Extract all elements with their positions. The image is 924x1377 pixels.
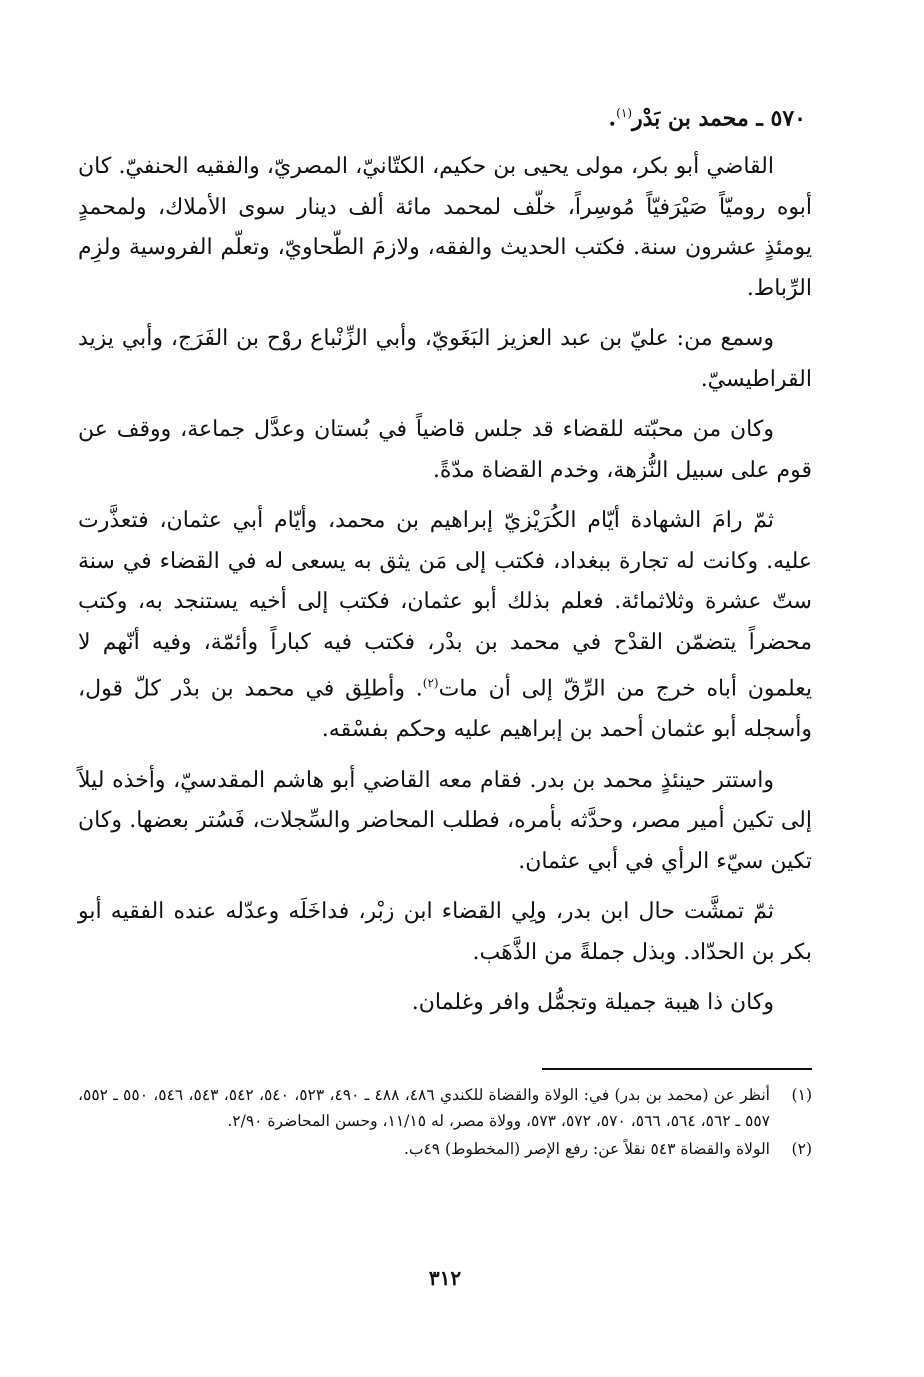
paragraph-biography: القاضي أبو بكر، مولى يحيى بن حكيم، الكتّانيّ، المصريّ، والفقيه الحنفيّ. كان أبوه روميّاً صَيْرَفيّاً مُوسِراً، خلّف لمحمد مائة ألف دينار سوى الأملاك، ولمحمدٍ يومئذٍ عشرون سنة. فكتب الحديث والفقه، ولازمَ الطّحاويّ، وتعلّم الفروسية ولزِم الرِّباط. [78,154,812,301]
paragraph-testimony [78,501,812,750]
footnote-1-number: (١) [791,1086,812,1104]
footnote-1-text: أنظر عن (محمد بن بدر) في: الولاة والقضاة للكندي ٤٨٦، ٤٨٨ ـ ٤٩٠، ٥٢٣، ٥٤٠، ٥٤٢، ٥٤٣، ٥٤٦، ٥٥٠ ـ ٥٥٢، ٥٥٧ ـ ٥٦٢، ٥٦٤، ٥٦٦، ٥٧٠، ٥٧٢، ٥٧٣، وولاة مصر، له ١١/١٥، وحسن المحاضرة ٢/٩٠. [78,1086,770,1130]
footnote-2 [78,1136,812,1162]
paragraph-ibn-zabr: ثمّ تمشَّت حال ابن بدر، ولِي القضاء ابن زبْر، فداخَلَه وعدّله عنده الفقيه أبو بكر بن الحدّاد. وبذل جملةً من الذَّهَب. [78,899,812,965]
footnote-1 [78,1082,812,1134]
paragraph-appearance: وكان ذا هيبة جميلة وتجمُّل وافر وغلمان. [411,990,774,1016]
paragraph-teachers: وسمع من: عليّ بن عبد العزيز البَغَويّ، وأبي الزِّنْباع روْح بن الفَرَج، وأبي يزيد القراطيسيّ. [78,326,812,392]
footnote-ref-2[interactable]: (٢) [422,676,439,691]
book-page [78,92,812,1352]
paragraph-testimony-text: ثمّ رامَ الشهادة أيّام الكُرَيْزيّ إبراهيم بن محمد، وأيّام أبي عثمان، فتعذَّرت عليه. وكانت له تجارة ببغداد، فكتب إلى مَن يثق به يسعى له في القضاء في سنة ستّ عشرة وثلاثمائة. فعلم بذلك أبو عثمان، فكتب إلى أخيه يستنجد به، وكتب محضراً يتضمّن القدْح في محمد بن بدْر، فكتب فيه كباراً وأئمّة، وفيه أنّهم لا يعلمون أباه خرج من الرِّقّ إلى أن مات [78,508,812,702]
entry-heading-end: . [608,105,617,132]
footnote-ref-1[interactable]: (١) [616,106,632,120]
paragraph-hiding: واستتر حينئذٍ محمد بن بدر. فقام معه القاضي أبو هاشم المقدسيّ، وأخذه ليلاً إلى تكين أمير مصر، وحدَّثه بأمره، فطلب المحاضر والسِّجلات، فَسُتر بعضها. وكان تكين سيّء الرأي في أبي عثمان. [78,767,812,874]
footnotes [78,1082,812,1164]
footnote-2-number: (٢) [791,1140,812,1158]
entry-separator: ـ [756,105,763,132]
footnote-divider [542,1068,812,1070]
entry-number: ٥٧٠ [770,105,806,132]
footnote-2-text: الولاة والقضاة ٥٤٣ نقلاً عن: رفع الإصر (المخطوط) ٤٩ب. [403,1140,770,1158]
entry-heading [78,92,812,139]
page-number: ٣١٢ [428,1266,462,1290]
paragraph-love-of-judgeship: وكان من محبّته للقضاء قد جلس قاضياً في بُستان وعدَّل جماعة، ووقف عن قوم على سبيل النُّزهة، وخدم القضاة مدّةً. [78,417,812,483]
entry-name: محمد بن بَدْر [632,105,749,132]
paragraph-testimony-tail: . وأطلِق في محمد بن بدْر كلّ قول، وأسجله أبو عثمان أحمد بن إبراهيم عليه وحكم بفسْقه. [78,676,812,743]
